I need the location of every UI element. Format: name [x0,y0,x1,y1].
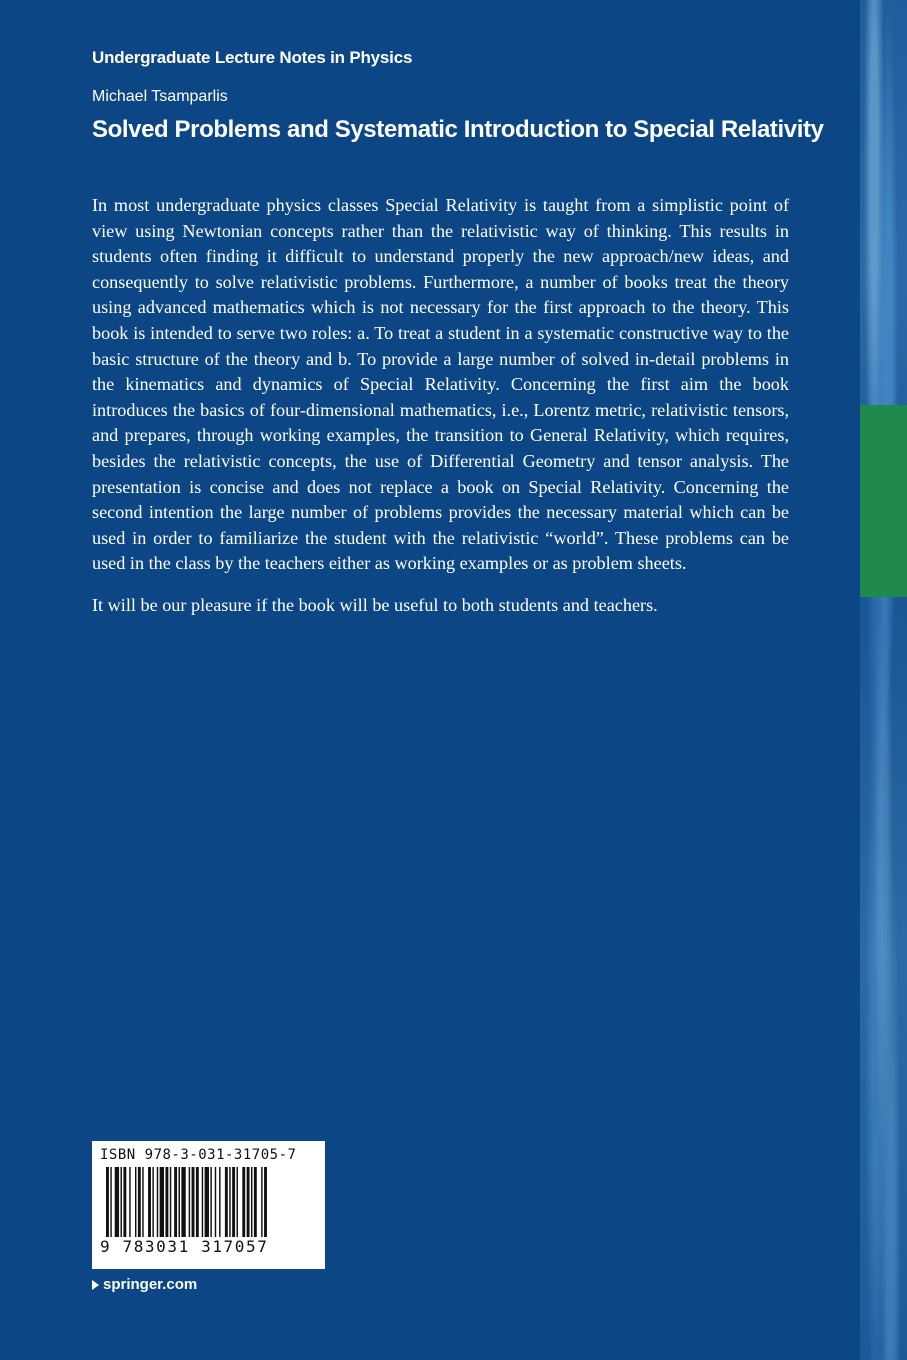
isbn-label: ISBN 978-3-031-31705-7 [100,1147,297,1163]
arrow-right-icon [92,1280,99,1290]
blurb-paragraph: In most undergraduate physics classes Special Relativity is taught from a simplistic point of view using Newtonian concepts rather than the relativistic way of thinking. This results in students often finding it difficult to understand properly the new approach/new ideas, and consequently to solve relativistic problems. Furthermore, a number of books treat the theory using advanced mathematics which is not necessary for the first approach to the theory. This book is intended to serve two roles: a. To treat a student in a systematic constructive way to the basic structure of the theory and b. To provide a large number of solved in-detail problems in the kinematics and dynamics of Special Relativity. Concerning the first aim the book introduces the basics of four-dimensional mathematics, i.e., Lorentz metric, relativistic tensors, and prepares, through working examples, the transition to General Relativity, which requires, besides the relativistic concepts, the use of Differential Geometry and tensor analysis. The presentation is concise and does not replace a book on Special Relativity. Concerning the second intention the large number of problems provides the necessary material which can be used in order to familiarize the student with the relativistic “world”. These problems can be used in the class by the teachers either as working examples or as problem sheets. [92,195,789,574]
publisher-link[interactable] [92,1276,197,1293]
series-name: Undergraduate Lecture Notes in Physics [92,48,413,67]
barcode-digits: 9 783031 317057 [100,1237,269,1256]
blurb-paragraph: It will be our pleasure if the book will be useful to both students and teachers. [92,594,658,615]
series-color-band [860,405,907,597]
cover-art-strip [860,0,907,1360]
blurb-text [92,193,789,619]
book-title: Solved Problems and Systematic Introduction to Special Relativity [92,116,824,143]
publisher-url: springer.com [103,1276,198,1293]
barcode-bars [100,1167,317,1237]
author-name: Michael Tsamparlis [92,88,228,105]
isbn-barcode [92,1141,325,1269]
